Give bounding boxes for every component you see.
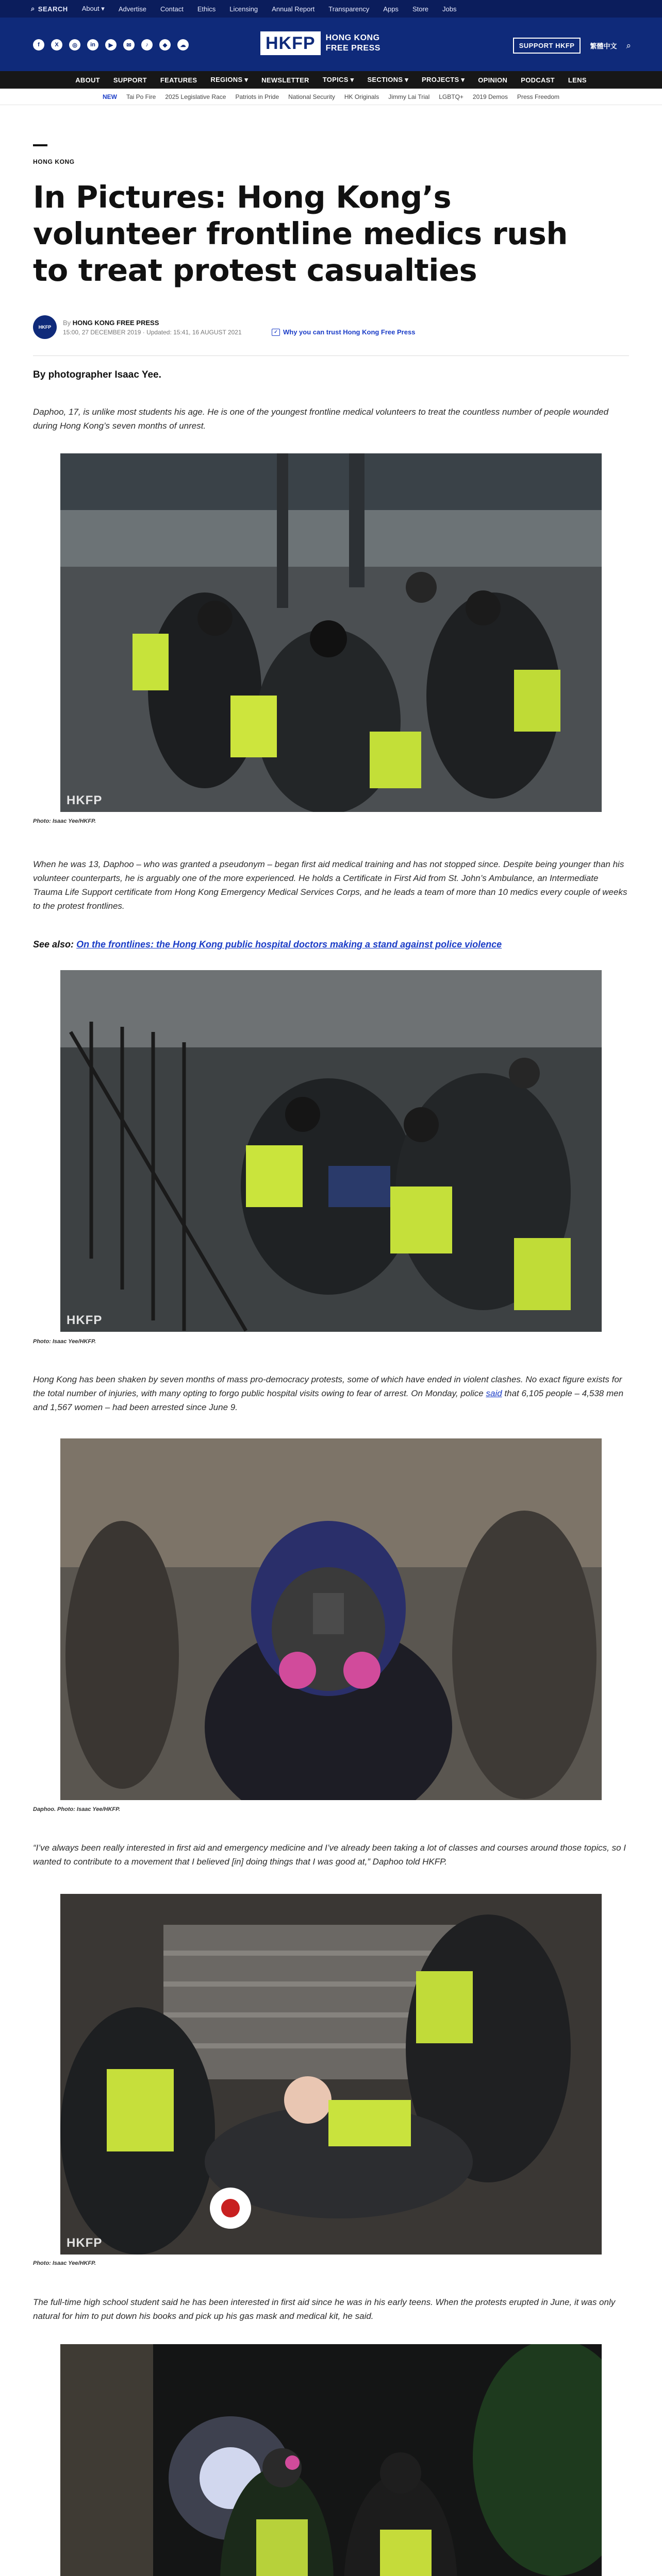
trending-link[interactable]: National Security: [288, 93, 335, 100]
author-name[interactable]: HONG KONG FREE PRESS: [72, 318, 159, 327]
support-button[interactable]: SUPPORT HKFP: [513, 38, 581, 54]
trending-link[interactable]: LGBTQ+: [439, 93, 464, 100]
util-link-transparency[interactable]: Transparency: [328, 5, 370, 13]
photo-caption: Photo: Isaac Yee/HKFP.: [33, 818, 96, 824]
email-icon[interactable]: ✉: [123, 39, 135, 50]
nav-lens[interactable]: LENS: [568, 76, 587, 84]
paragraph: The full-time high school student said he has been interested in first aid since he was in his early teens. When the protests erupted in June, it was only natural for him to put down his books and pick up his gas mask and medical kit, he said.: [33, 2297, 616, 2321]
photo-caption: Photo: Isaac Yee/HKFP.: [33, 2260, 96, 2266]
bluesky-icon[interactable]: ☁: [177, 39, 189, 50]
util-link-licensing[interactable]: Licensing: [229, 5, 258, 13]
photo-1-image: [60, 453, 602, 812]
trust-link[interactable]: ✓ Why you can trust Hong Kong Free Press: [272, 328, 415, 336]
language-switch[interactable]: 繁體中文: [590, 42, 617, 50]
trending-link[interactable]: 2025 Legislative Race: [165, 93, 226, 100]
paragraph: Daphoo, 17, is unlike most students his age. He is one of the youngest frontline medical volunteers to treat the countless number of people wounded during Hong Kong’s seven months of unrest.: [33, 407, 609, 431]
paragraph: “I’ve always been really interested in first aid and emergency medicine and I’ve already been taking a lot of classes and courses around those topics, so I wanted to contribute to a movement that I believed [in] doing things that I was good at,” Daphoo told HKFP.: [33, 1843, 626, 1867]
photo-caption: Photo: Isaac Yee/HKFP.: [33, 1338, 96, 1345]
nav-topics[interactable]: TOPICS ▾: [322, 76, 354, 83]
util-link-ethics[interactable]: Ethics: [197, 5, 216, 13]
logo-mark: HKFP: [260, 31, 321, 55]
photographer-credit: By photographer Isaac Yee.: [33, 369, 161, 380]
search-icon[interactable]: ⌕: [626, 40, 631, 50]
new-badge: NEW: [103, 93, 117, 100]
instagram-icon[interactable]: ◎: [69, 39, 80, 50]
linkedin-icon[interactable]: in: [87, 39, 98, 50]
article-title: In Pictures: Hong Kong’s volunteer frontline medics rush to treat protest casualties: [33, 179, 568, 288]
trending-link[interactable]: 2019 Demos: [472, 93, 508, 100]
trending-link[interactable]: HK Originals: [344, 93, 379, 100]
photo-4-image: [60, 1894, 602, 2255]
util-link-store[interactable]: Store: [412, 5, 429, 13]
photo-night-medics: [60, 2344, 602, 2576]
search-label: SEARCH: [38, 5, 68, 13]
photo-3-image: [60, 1438, 602, 1800]
paragraph: Hong Kong has been shaken by seven months of mass pro-democracy protests, some of which have ended in violent clashes. No exact figure exists for the total number of injuries, with many opting to forgo public hospital visits owing to fear of arrest. On Monday, police said that 6,105 people – 4,538 men and 1,567 women – had been arrested since June 9.: [33, 1375, 624, 1412]
nav-podcast[interactable]: PODCAST: [521, 76, 555, 84]
category-label[interactable]: HONG KONG: [33, 158, 75, 165]
photo-stairs-treatment: [60, 970, 602, 1332]
photo-2-image: [60, 970, 602, 1332]
shield-icon: ✓: [272, 329, 280, 336]
paragraph: When he was 13, Daphoo – who was granted a pseudonym – began first aid medical training and has not stopped since. Despite being younger than his volunteer counterparts, he is arguably one of the more experienced. He holds a Certificate in First Aid from St. John’s Ambulance, an Intermediate Trauma Life Support certificate from Hong Kong Emergency Medical Services Corps, and he leads a team of more than 10 medics every couple of weeks to the protest frontlines.: [33, 859, 627, 911]
see-also: See also: On the frontlines: the Hong Kong public hospital doctors making a stand against police violence: [33, 939, 502, 950]
util-link-annual-report[interactable]: Annual Report: [272, 5, 315, 13]
util-link-advertise[interactable]: Advertise: [118, 5, 147, 13]
nav-sections[interactable]: SECTIONS ▾: [367, 76, 409, 83]
photo-watermark: HKFP: [67, 2236, 103, 2250]
photo-daphoo-portrait: [60, 1438, 602, 1800]
byline: HKFP By HONG KONG FREE PRESS 15:00, 27 DECEMBER 2019 · Updated: 15:41, 16 AUGUST 2021: [33, 315, 242, 339]
category-rule: [33, 144, 47, 146]
nav-newsletter[interactable]: NEWSLETTER: [261, 76, 309, 84]
photo-medics-huddle: [60, 453, 602, 812]
youtube-icon[interactable]: ▶: [105, 39, 117, 50]
util-link-contact[interactable]: Contact: [160, 5, 184, 13]
util-link-apps[interactable]: Apps: [383, 5, 399, 13]
trending-link[interactable]: Press Freedom: [517, 93, 559, 100]
x-icon[interactable]: X: [51, 39, 62, 50]
byline-divider: [33, 355, 629, 356]
nav-about[interactable]: ABOUT: [75, 76, 100, 84]
photo-caption: Daphoo. Photo: Isaac Yee/HKFP.: [33, 1806, 121, 1812]
nav-opinion[interactable]: OPINION: [478, 76, 508, 84]
util-link-jobs[interactable]: Jobs: [442, 5, 457, 13]
trending-link[interactable]: Patriots in Pride: [235, 93, 279, 100]
publish-dates: 15:00, 27 DECEMBER 2019 · Updated: 15:41, 16 AUGUST 2021: [63, 328, 242, 336]
nav-features[interactable]: FEATURES: [160, 76, 197, 84]
logo-text: HONG KONG FREE PRESS: [325, 33, 380, 53]
photo-patient-treatment: [60, 1894, 602, 2255]
telegram-icon[interactable]: ◆: [159, 39, 171, 50]
author-avatar[interactable]: HKFP: [33, 315, 57, 339]
search-icon: ⌕: [31, 5, 35, 12]
police-said-link[interactable]: said: [486, 1388, 502, 1398]
photo-watermark: HKFP: [67, 1313, 103, 1327]
facebook-icon[interactable]: f: [33, 39, 44, 50]
photo-watermark: HKFP: [67, 793, 103, 807]
photo-5-image: [60, 2344, 602, 2576]
see-also-link[interactable]: On the frontlines: the Hong Kong public hospital doctors making a stand against police violence: [76, 939, 502, 950]
trending-link[interactable]: Tai Po Fire: [126, 93, 156, 100]
nav-support[interactable]: SUPPORT: [113, 76, 147, 84]
trending-link[interactable]: Jimmy Lai Trial: [388, 93, 430, 100]
tiktok-icon[interactable]: ♪: [141, 39, 153, 50]
util-link-about[interactable]: About ▾: [81, 5, 105, 12]
nav-projects[interactable]: PROJECTS ▾: [422, 76, 465, 83]
nav-regions[interactable]: REGIONS ▾: [210, 76, 249, 83]
